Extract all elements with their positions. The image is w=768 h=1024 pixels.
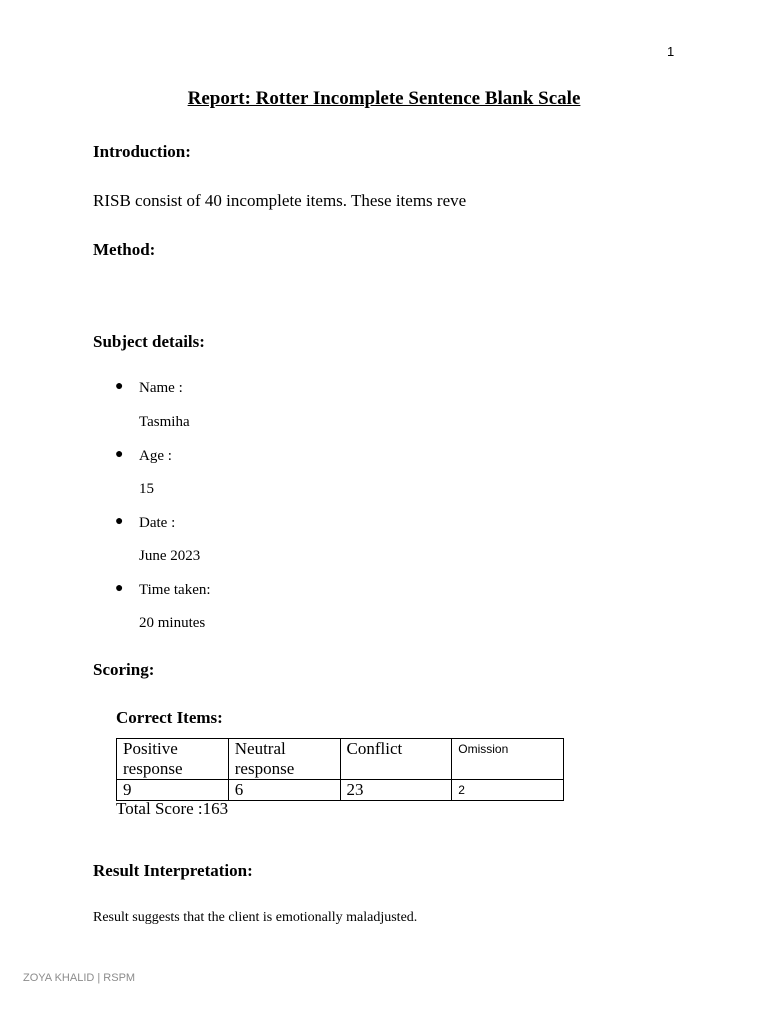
date-label: Date : xyxy=(139,515,176,531)
page-number: 1 xyxy=(667,44,675,59)
scoring-heading: Scoring: xyxy=(93,660,155,679)
total-score: Total Score :163 xyxy=(116,799,229,818)
introduction-heading: Introduction: xyxy=(93,142,191,161)
bullet-icon: ● xyxy=(115,581,124,596)
subject-details-heading: Subject details: xyxy=(93,332,205,351)
table-cell: 9 xyxy=(117,780,229,801)
age-label: Age : xyxy=(139,448,172,464)
table-cell: 23 xyxy=(340,780,452,801)
table-cell: 2 xyxy=(452,780,564,801)
page-footer: ZOYA KHALID | RSPM xyxy=(23,972,136,984)
name-value: Tasmiha xyxy=(139,414,190,430)
table-header-cell: Omission xyxy=(452,739,564,780)
method-heading: Method: xyxy=(93,240,156,259)
bullet-icon: ● xyxy=(115,447,124,462)
correct-items-heading: Correct Items: xyxy=(116,708,223,727)
report-title: Report: Rotter Incomplete Sentence Blank Scale xyxy=(187,88,581,109)
table-row xyxy=(117,780,564,801)
scores-table xyxy=(116,738,564,801)
table-cell: 6 xyxy=(228,780,340,801)
result-interpretation-heading: Result Interpretation: xyxy=(93,861,253,880)
name-label: Name : xyxy=(139,380,183,396)
table-header-cell: Conflict xyxy=(340,739,452,780)
age-value: 15 xyxy=(139,481,154,497)
time-taken-label: Time taken: xyxy=(139,582,211,598)
table-header-cell: Neutral response xyxy=(228,739,340,780)
date-value: June 2023 xyxy=(139,548,201,564)
table-header-cell: Positive response xyxy=(117,739,229,780)
table-header-row xyxy=(117,739,564,780)
introduction-text: RISB consist of 40 incomplete items. These items reve xyxy=(93,191,467,210)
bullet-icon: ● xyxy=(115,379,124,394)
time-taken-value: 20 minutes xyxy=(139,615,206,631)
bullet-icon: ● xyxy=(115,514,124,529)
result-interpretation-text: Result suggests that the client is emotionally maladjusted. xyxy=(93,910,418,925)
